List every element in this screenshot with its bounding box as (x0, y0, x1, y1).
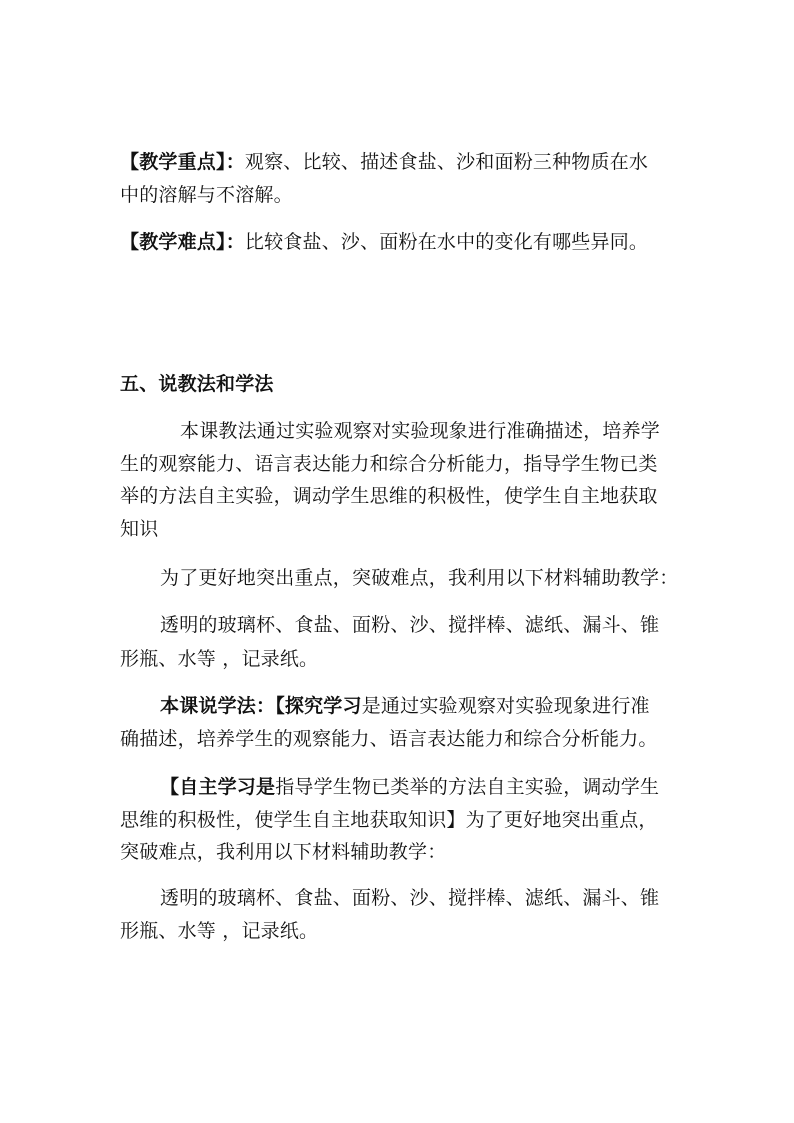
para1-line-1: 本课教法通过实验观察对实验现象进行准确描述，培养学 (180, 420, 661, 442)
learning-line-1 (160, 694, 720, 718)
materials1-line-2: 形瓶、水等 ，记录纸。 (120, 648, 319, 670)
self-study-label: 【自主学习是 (160, 776, 276, 798)
para1-line-3: 举的方法自主实验，调动学生思维的积极性，使学生自主地获取 (120, 485, 658, 507)
difficult-points-label: 【教学难点】： (120, 231, 245, 253)
difficult-points-line (120, 230, 680, 254)
para1-line-2: 生的观察能力、语言表达能力和综合分析能力，指导学生物已类 (120, 453, 658, 475)
self-study-line-3: 突破难点，我利用以下材料辅助教学： (120, 841, 447, 863)
materials1-line-1: 透明的玻璃杯、食盐、面粉、沙、搅拌棒、滤纸、漏斗、锥 (160, 614, 660, 636)
learning-label: 本课说学法： (160, 695, 276, 717)
section-heading: 五、说教法和学法 (120, 373, 274, 395)
materials2-line-1: 透明的玻璃杯、食盐、面粉、沙、搅拌棒、滤纸、漏斗、锥 (160, 887, 660, 909)
para2-line: 为了更好地突出重点，突破难点，我利用以下材料辅助教学： (160, 567, 679, 589)
key-points-text: 观察、比较、描述食盐、沙和面粉三种物质在水 (244, 151, 649, 173)
learning-line1-rest: 是通过实验观察对实验现象进行准 (361, 695, 650, 717)
difficult-points-text: 比较食盐、沙、面粉在水中的变化有哪些异同。 (244, 231, 649, 253)
self-study-line1-rest: 指导学生物已类举的方法自主实验，调动学生 (275, 776, 660, 798)
materials2-line-2: 形瓶、水等 ，记录纸。 (120, 920, 319, 942)
key-points-line-1 (120, 150, 680, 174)
self-study-line-1 (160, 775, 720, 799)
key-points-line-2: 中的溶解与不溶解。 (120, 184, 293, 206)
key-points-label: 【教学重点】： (120, 151, 245, 173)
para1-line-4: 知识 (120, 518, 159, 540)
learning-term: 探究学习 (284, 695, 362, 717)
learning-line-2: 确描述，培养学生的观察能力、语言表达能力和综合分析能力。 (120, 728, 658, 750)
learning-bracket-open: 【 (275, 695, 285, 717)
self-study-line-2: 思维的积极性，使学生自主地获取知识】为了更好地突出重点， (120, 809, 658, 831)
